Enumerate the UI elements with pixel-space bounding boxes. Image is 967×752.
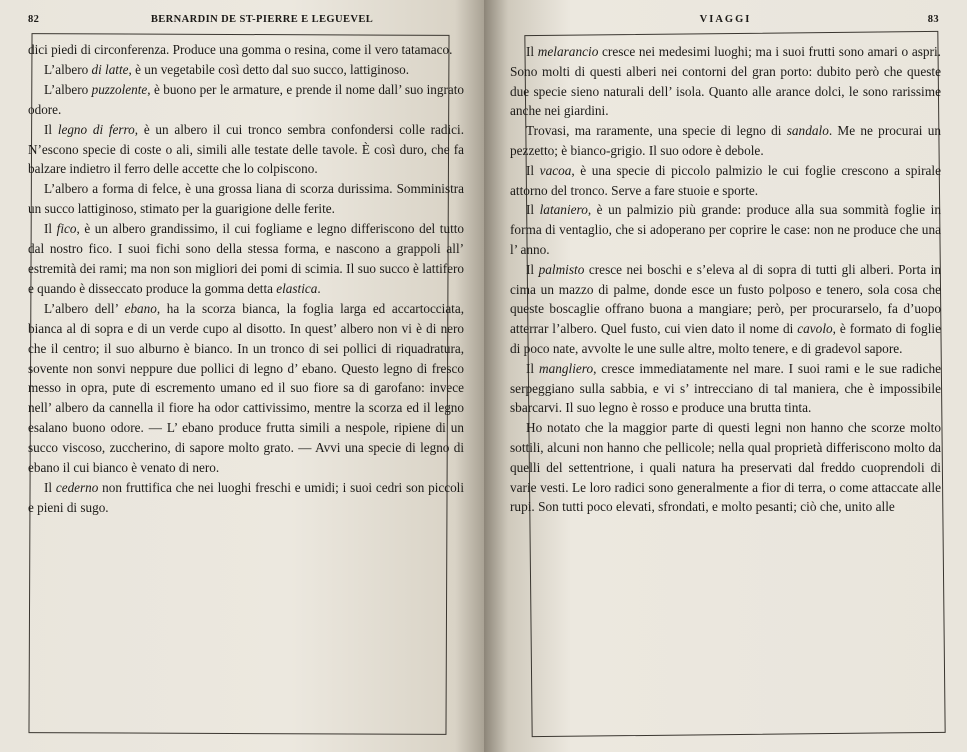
text-run: . Me ne procurai un pezzetto; è bianco-grigio. Il suo odore è debole. <box>510 123 941 158</box>
italic-term: sandalo <box>786 123 829 139</box>
left-running-title: BERNARDIN DE ST-PIERRE E LEGUEVEL <box>150 14 374 25</box>
text-run: L’albero dell’ <box>44 300 125 316</box>
text-run: . <box>317 280 321 296</box>
italic-term: ebano <box>124 300 157 316</box>
text-run: Ho notato che la maggior parte di questi legni non hanno che scorze molto sottili, alcuni non hanno che pellicole; nella qual proprietà differiscono molto da quelli del settentrione, i quali natura ha preservati dal freddo cuoprendoli di varie vesti. Le loro radici sono generalmente a fior di terra, o come attaccate alle rupi. Son tutti poco elevati, sfrondati, e molto pesanti; ciò che, unito alle <box>510 420 941 515</box>
paragraph <box>510 260 941 359</box>
text-run: , è buono per le armature, e prende il nome dall’ suo ingrato odore. <box>28 81 464 117</box>
paragraph <box>28 299 464 478</box>
text-run: , è una specie di piccolo palmizio le cui foglie crescono a spirale attorno del tronco. Serve a fare stuoie e sporte. <box>510 162 942 198</box>
italic-term: puzzolente <box>91 81 148 97</box>
paragraph <box>28 120 464 180</box>
left-page-header <box>0 14 484 30</box>
right-page-text <box>510 42 941 517</box>
paragraph <box>510 42 941 121</box>
paragraph <box>510 418 941 517</box>
text-run: non fruttifica che nei luoghi freschi e umidi; i suoi cedri son piccoli e pieni di sugo. <box>28 479 465 515</box>
text-run: Il <box>44 479 56 495</box>
paragraph <box>510 161 941 201</box>
italic-term: lataniero <box>539 202 588 218</box>
italic-term: melarancio <box>537 44 599 59</box>
text-run: Il <box>526 162 540 178</box>
italic-term: cavolo <box>797 321 833 337</box>
paragraph <box>28 40 464 60</box>
text-run: Il <box>526 44 538 59</box>
italic-term: mangliero <box>538 360 594 376</box>
paragraph <box>28 80 464 120</box>
paragraph <box>28 60 464 80</box>
left-page-number: 82 <box>28 14 40 25</box>
italic-term: fico <box>56 221 77 237</box>
text-run: Trovasi, ma raramente, una specie di legno di <box>526 123 787 139</box>
right-page <box>484 0 967 752</box>
paragraph <box>510 200 941 259</box>
italic-term: di latte <box>91 61 129 77</box>
text-run: Il <box>526 202 540 218</box>
text-run: Il <box>526 360 539 376</box>
text-run: , è un palmizio più grande: produce alla sua sommità foglie in forma di ventaglio, che si adoperano per coprire le case: non ne produce che una l’ anno. <box>510 202 941 257</box>
text-run: cresce nei medesimi luoghi; ma i suoi frutti sono amari o aspri. Sono molti di questi alberi nei contorni del gran porto: dubito però che queste due specie sieno naturali dell’ isola. Quanto alle arance dolci, le sono rarissime anche nei giardini. <box>510 44 941 119</box>
paragraph <box>510 359 941 418</box>
italic-term: cederno <box>55 479 99 495</box>
text-run: Il <box>44 221 57 237</box>
right-page-header <box>484 14 967 30</box>
paragraph <box>28 219 464 299</box>
text-run: Il <box>44 121 58 137</box>
text-run: dici piedi di circonferenza. Produce una gomma o resina, come il vero tatamaco. <box>28 42 453 57</box>
text-run: , ha la scorza bianca, la foglia larga ed accartocciata, bianca al di sopra e di un verde cupo al disotto. In quest’ albero non vi è di nero che il centro; il suo alburno è bianco. In un tronco di sei pollici di riquadratura, sovente non sonvi neppure due pollici di legno d’ ebano. Questo legno di fresco messo in opra, pute di escremento umano ed il suo fiore sa di garofano: invece nell’ albero da cannella il fiore ha odor cattivissimo, mentre la scorza ed il legno esalano buono odore. — L’ ebano produce frutta simili a nespole, ripiene di un succo viscoso, zuccherino, di sapore molto grato. — Avvi una specie di legno di ebano il cui bianco è venato di nero. <box>28 300 464 476</box>
italic-term: palmisto <box>538 261 585 277</box>
text-run: , è un vegetabile così detto dal suo succo, lattiginoso. <box>128 61 410 77</box>
text-run: cresce nei boschi e s’eleva al di sopra di tutti gli alberi. Porta in cima un mazzo di palme, donde esce un fusto polposo e tenero, sola cosa che queste boscaglie offrano buona a mangiare; però, per procurarselo, fa d’uopo atterrar l’albero. Quel fusto, cui vien dato il nome di <box>510 261 941 337</box>
paragraph <box>510 121 941 161</box>
text-run: , è un albero grandissimo, il cui fogliame e legno differiscono del tutto dal nostro fico. I suoi fichi sono della stessa forma, e nascono a grappoli all’ estremità dei rami; ma non son migliori dei pomi di scimia. Il suo succo è lattifero e quando è disseccato produce la gomma detta <box>28 221 464 296</box>
italic-term: legno di ferro <box>57 121 135 137</box>
text-run: , è formato di foglie di poco nate, avvolte le une sulle altre, molto tenere, e di gradevol sapore. <box>510 321 941 356</box>
text-run: , cresce immediatamente nel mare. I suoi rami e le sue radiche serpeggiano sulla sabbia, e vi s’ intrecciano di tal maniera, che è impossibile sbarcarvi. Il suo legno è rosso e produce una brutta tinta. <box>510 360 941 416</box>
text-run: Il <box>526 261 539 277</box>
left-page-text <box>28 40 464 518</box>
paragraph <box>28 478 464 518</box>
right-running-title: VIAGGI <box>699 14 752 25</box>
right-page-number: 83 <box>927 14 939 25</box>
paragraph <box>28 179 464 219</box>
text-run: , è un albero il cui tronco sembra confondersi colle radici. N’escono specie di coste o ali, simili alle testate delle tavole. È così duro, che fa balzare indietro il ferro delle accette che lo colpiscono. <box>28 121 464 177</box>
italic-term: elastica <box>276 280 318 296</box>
italic-term: vacoa <box>539 162 572 178</box>
text-run: L’albero a forma di felce, è una grossa liana di scorza durissima. Somministra un succo lattiginoso, stimato per la guarigione delle ferite. <box>28 181 464 217</box>
text-run: L’albero <box>44 81 92 97</box>
text-run: L’albero <box>44 61 92 77</box>
